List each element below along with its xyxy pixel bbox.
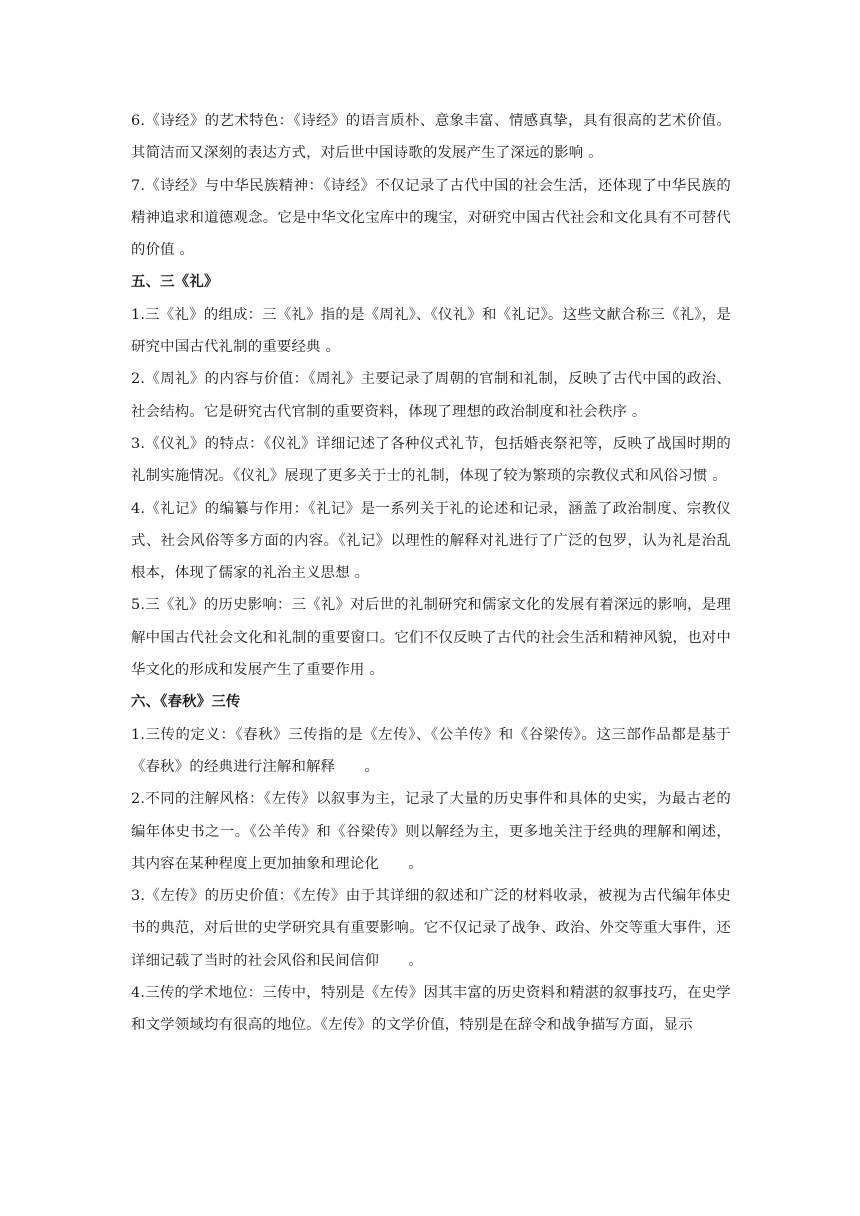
paragraph-chunqiu-4: 4.三传的学术地位：三传中，特别是《左传》因其丰富的历史资料和精湛的叙事技巧，在史学和文学领域均有很高的地位。《左传》的文学价值，特别是在辞令和战争描写方面，显示 <box>131 985 731 1034</box>
paragraph-chunqiu-2: 2.不同的注解风格：《左传》以叙事为主，记录了大量的历史事件和具体的史实，为最古老的编年体史书之一。《公羊传》和《谷梁传》则以解经为主，更多地关注于经典的理解和阐述，其内容在某种程度上更加抽象和理论化 。 <box>131 791 731 872</box>
paragraph-sanli-5: 5.三《礼》的历史影响：三《礼》对后世的礼制研究和儒家文化的发展有着深远的影响，是理解中国古代社会文化和礼制的重要窗口。它们不仅反映了古代的社会生活和精神风貌，也对中华文化的形成和发展产生了重要作用 。 <box>131 597 731 679</box>
paragraph-sanli-1: 1.三《礼》的组成：三《礼》指的是《周礼》、《仪礼》和《礼记》。这些文献合称三《礼》，是研究中国古代礼制的重要经典 。 <box>131 306 731 356</box>
paragraph-shijing-6: 6.《诗经》的艺术特色：《诗经》的语言质朴、意象丰富、情感真挚，具有很高的艺术价值。其简洁而又深刻的表达方式，对后世中国诗歌的发展产生了深远的影响 。 <box>131 113 731 162</box>
section-heading-chunqiu: 六、《春秋》三传 <box>131 694 241 711</box>
paragraph-chunqiu-1: 1.三传的定义：《春秋》三传指的是《左传》、《公羊传》和《谷梁传》。这三部作品都是基于《春秋》的经典进行注解和解释 。 <box>131 726 731 775</box>
paragraph-shijing-7: 7.《诗经》与中华民族精神：《诗经》不仅记录了古代中国的社会生活，还体现了中华民族的精神追求和道德观念。它是中华文化宝库中的瑰宝，对研究中国古代社会和文化具有不可替代的价值 。 <box>131 177 731 259</box>
document-page <box>131 105 731 1042</box>
paragraph-sanli-4: 4.《礼记》的编纂与作用：《礼记》是一系列关于礼的论述和记录，涵盖了政治制度、宗教仪式、社会风俗等多方面的内容。《礼记》以理性的解释对礼进行了广泛的包罗，认为礼是治乱根本，体现了儒家的礼治主义思想 。 <box>131 500 731 582</box>
section-heading-sanli: 五、三《礼》 <box>131 274 219 291</box>
paragraph-sanli-3: 3.《仪礼》的特点：《仪礼》详细记述了各种仪式礼节，包括婚丧祭祀等，反映了战国时期的礼制实施情况。《仪礼》展现了更多关于士的礼制，体现了较为繁琐的宗教仪式和风俗习惯 。 <box>131 435 731 485</box>
paragraph-sanli-2: 2.《周礼》的内容与价值：《周礼》主要记录了周朝的官制和礼制，反映了古代中国的政治、社会结构。它是研究古代官制的重要资料，体现了理想的政治制度和社会秩序 。 <box>131 371 731 420</box>
paragraph-chunqiu-3: 3.《左传》的历史价值：《左传》由于其详细的叙述和广泛的材料收录，被视为古代编年体史书的典范，对后世的史学研究具有重要影响。它不仅记录了战争、政治、外交等重大事件，还详细记载了当时的社会风俗和民间信仰 。 <box>131 888 731 969</box>
